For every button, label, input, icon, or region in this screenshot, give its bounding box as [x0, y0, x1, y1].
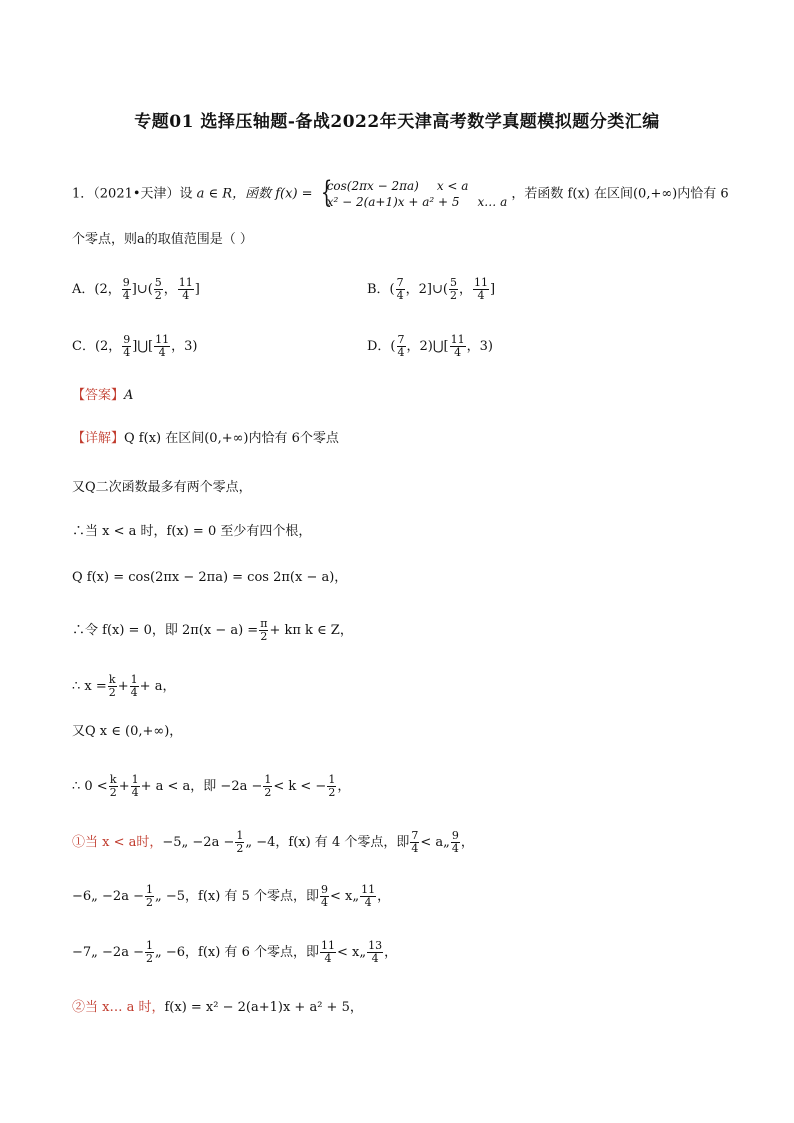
option-b[interactable]: B．( $\frac{7}{4}$ ，2]∪( $\frac{5}{2}$ ， $\frac{11}{4}$ ] — [367, 276, 496, 302]
brace-icon: { — [320, 175, 332, 210]
fraction: $\frac{1}{2}$ — [236, 829, 244, 855]
fraction: $\frac{11}{4}$ — [473, 276, 488, 302]
fraction: $\frac{11}{4}$ — [155, 333, 170, 359]
fraction: $\frac{9}{4}$ — [122, 276, 130, 302]
option-d[interactable]: D．( $\frac{7}{4}$ ，2)⋃[ $\frac{11}{4}$ ，3) — [367, 333, 493, 359]
fraction: $\frac{1}{4}$ — [130, 673, 138, 699]
option-a[interactable]: A．(2， $\frac{9}{4}$ ]∪( $\frac{5}{2}$ ， $\frac{11}{4}$ ] — [72, 276, 200, 302]
case-1-label: ①当 x < a时， — [72, 835, 163, 850]
question-prefix: 1．（2021•天津）设 — [72, 186, 193, 202]
page-title: 专题01 选择压轴题-备战2022年天津高考数学真题模拟题分类汇编 — [134, 112, 660, 132]
option-c[interactable]: C．(2， $\frac{9}{4}$ ]⋃[ $\frac{11}{4}$ ，3) — [72, 333, 198, 359]
fraction: $\frac{7}{4}$ — [397, 333, 405, 359]
fraction: $\frac{1}{2}$ — [145, 939, 153, 965]
case-1-expr: cos(2πx − 2πa) — [326, 179, 419, 193]
fraction: $\frac{11}{4}$ — [450, 333, 465, 359]
detail-line-9: ①当 x < a时，−5„ −2a − $\frac{1}{2}$ „ −4，f(x) 有 4 个零点，即 $\frac{7}{4}$ < a„ $\frac{9}{4}$ ， — [72, 829, 474, 855]
fraction: $\frac{5}{2}$ — [154, 276, 162, 302]
fraction: $\frac{11}{4}$ — [320, 939, 335, 965]
detail-line-1: 【详解】Q f(x) 在区间(0,+∞)内恰有 6个零点 — [72, 431, 339, 446]
fraction: $\frac{11}{4}$ — [178, 276, 193, 302]
fraction: $\frac{9}{4}$ — [451, 829, 459, 855]
detail-line-3: ∴当 x < a 时，f(x) = 0 至少有四个根， — [72, 524, 312, 539]
fraction: $\frac{9}{4}$ — [123, 333, 131, 359]
case-1-cond: x < a — [436, 179, 469, 193]
case-2-cond: x… a — [477, 195, 508, 209]
fraction: $\frac{9}{4}$ — [320, 883, 328, 909]
fraction: $\frac{7}{4}$ — [396, 276, 404, 302]
fraction: $\frac{13}{4}$ — [368, 939, 383, 965]
fraction: $\frac{\pi}{2}$ — [260, 617, 268, 643]
fraction: $\frac{11}{4}$ — [361, 883, 376, 909]
question-domain: a ∈ R，函数 f(x) = — [196, 186, 313, 202]
fraction: $\frac{5}{2}$ — [449, 276, 457, 302]
detail-tag: 【详解】 — [72, 431, 125, 446]
detail-line-12: ②当 x… a 时，f(x) = x² − 2(a+1)x + a² + 5， — [72, 1000, 363, 1015]
detail-line-4: Q f(x) = cos(2πx − 2πa) = cos 2π(x − a)， — [72, 570, 348, 585]
detail-line-7: 又Q x ∈ (0,+∞)， — [72, 724, 183, 739]
fraction: $\frac{k}{2}$ — [108, 673, 116, 699]
fraction: $\frac{1}{2}$ — [328, 773, 336, 799]
detail-line-10: −6„ −2a − $\frac{1}{2}$ „ −5，f(x) 有 5 个零点，即 $\frac{9}{4}$ < x„ $\frac{11}{4}$ ， — [72, 883, 391, 909]
fraction: $\frac{1}{4}$ — [131, 773, 139, 799]
piecewise-function — [317, 175, 508, 210]
fraction: $\frac{1}{2}$ — [264, 773, 272, 799]
answer-value: A — [124, 388, 134, 403]
question-suffix: ，若函数 f(x) 在区间(0,+∞)内恰有 6 — [511, 186, 729, 202]
answer-line — [72, 388, 133, 404]
detail-line-5: ∴令 f(x) = 0，即 2π(x − a) = $\frac{\pi}{2}$ + kπ k ∈ Z， — [72, 617, 353, 643]
detail-line-6: ∴ x = $\frac{k}{2}$ + $\frac{1}{4}$ + a， — [72, 673, 176, 699]
case-2-expr: x² − 2(a+1)x + a² + 5 — [326, 195, 460, 209]
fraction: $\frac{1}{2}$ — [145, 883, 153, 909]
detail-line-8: ∴ 0 < $\frac{k}{2}$ + $\frac{1}{4}$ + a < a，即 −2a − $\frac{1}{2}$ < k < − $\frac{1}{2}$ ， — [72, 773, 351, 799]
case-2-label: ②当 x… a 时， — [72, 1000, 165, 1015]
detail-line-11: −7„ −2a − $\frac{1}{2}$ „ −6，f(x) 有 6 个零点，即 $\frac{11}{4}$ < x„ $\frac{13}{4}$ ， — [72, 939, 398, 965]
detail-line-2: 又Q二次函数最多有两个零点， — [72, 480, 252, 495]
question-1-stem — [72, 175, 729, 210]
fraction: $\frac{k}{2}$ — [109, 773, 117, 799]
question-1-line2: 个零点，则a的取值范围是（ ） — [72, 232, 253, 247]
fraction: $\frac{7}{4}$ — [411, 829, 419, 855]
answer-tag: 【答案】 — [72, 388, 125, 403]
